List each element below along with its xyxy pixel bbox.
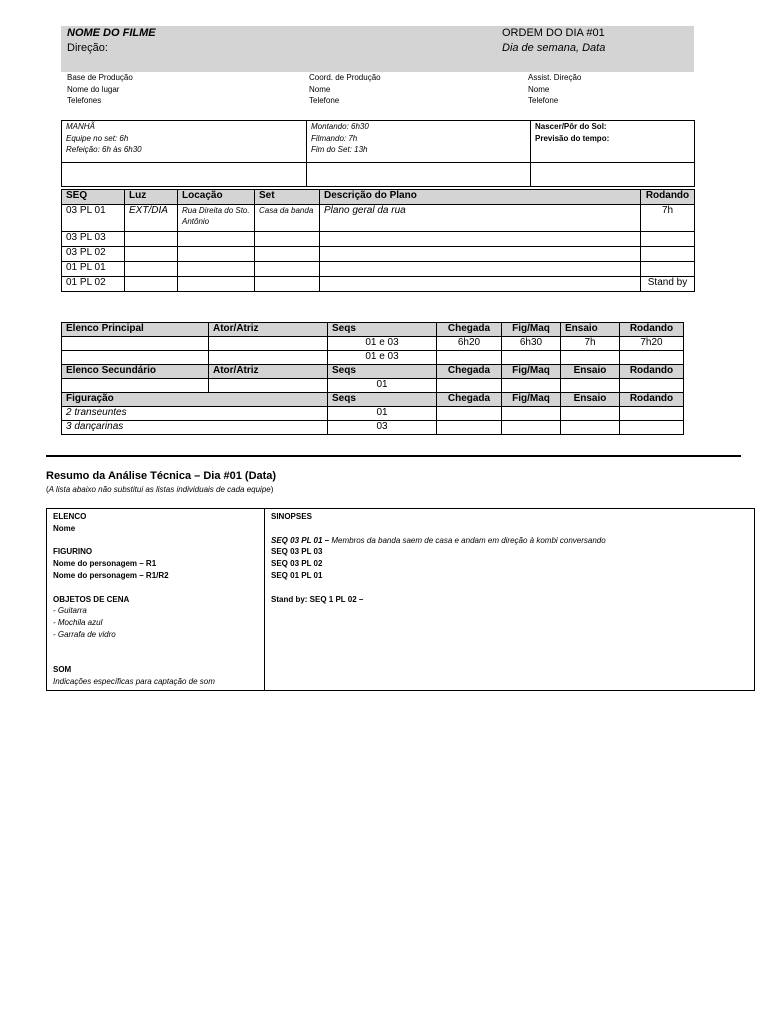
schedule-info-table xyxy=(61,120,695,187)
scenes-table xyxy=(61,189,695,292)
standby-line: Stand by: SEQ 1 PL 02 – xyxy=(271,594,364,604)
table-row: 01 xyxy=(62,379,684,393)
table-row: 01 e 03 6h20 6h30 7h 7h20 xyxy=(62,337,684,351)
analysis-right-cell: SINOPSES SEQ 03 PL 01 – Membros da banda saem de casa e andam em direção à kombi conversando SEQ 03 PL 03 SEQ 03 PL 02 SEQ 01 PL 01 Stand by: SEQ 1 PL 02 – xyxy=(265,509,755,691)
section-divider xyxy=(46,455,741,457)
morning-cell: MANHÃ Equipe no set: 6h Refeição: 6h às 6h30 xyxy=(62,121,307,163)
table-row: 2 transeuntes 01 xyxy=(62,407,684,421)
direction-label: Direção: xyxy=(67,42,108,54)
cast-table xyxy=(61,322,684,435)
analysis-left-cell: ELENCO Nome FIGURINO Nome do personagem – R1 Nome do personagem – R1/R2 OBJETOS DE CENA - Guitarra - Mochila azul - Garrafa de vidro SOM Indicações específicas para captação de som xyxy=(47,509,265,691)
elenco-title: ELENCO xyxy=(53,512,87,521)
objetos-title: OBJETOS DE CENA xyxy=(53,594,130,604)
table-row: 03 PL 03 xyxy=(62,232,695,247)
film-name: NOME DO FILME xyxy=(67,27,156,39)
contact-assistant-director: Assist. Direção Nome Telefone xyxy=(528,73,582,105)
contact-production-coord: Coord. de Produção Nome Telefone xyxy=(309,73,381,105)
analysis-table xyxy=(46,508,755,691)
analysis-note: (A lista abaixo não substitui as listas individuais de cada equipe) xyxy=(46,485,274,494)
sun-weather-cell: Nascer/Pôr do Sol: Previsão do tempo: xyxy=(531,121,695,163)
table-row: 03 PL 02 xyxy=(62,247,695,262)
table-row: 01 PL 02 Stand by xyxy=(62,277,695,292)
extras-header-row: Figuração Seqs Chegada Fig/Maq Ensaio Rodando xyxy=(62,393,684,407)
table-row: 03 PL 01 EXT/DIA Rua Direita do Sto. Antônio Casa da banda Plano geral da rua 7h xyxy=(62,205,695,232)
sinopses-title: SINOPSES xyxy=(271,512,312,521)
times-cell: Montando: 6h30 Filmando: 7h Fim do Set: 13h xyxy=(307,121,531,163)
table-row: 01 e 03 xyxy=(62,351,684,365)
analysis-title: Resumo da Análise Técnica – Dia #01 (Data) xyxy=(46,470,277,482)
header-band xyxy=(61,26,694,72)
table-row: 3 dançarinas 03 xyxy=(62,421,684,435)
figurino-title: FIGURINO xyxy=(53,547,93,557)
som-title: SOM xyxy=(53,665,72,675)
scenes-header-row: SEQ Luz Locação Set Descrição do Plano Rodando xyxy=(62,190,695,205)
main-cast-header-row: Elenco Principal Ator/Atriz Seqs Chegada Fig/Maq Ensaio Rodando xyxy=(62,323,684,337)
order-title: ORDEM DO DIA #01 xyxy=(502,27,605,39)
table-row: 01 PL 01 xyxy=(62,262,695,277)
secondary-cast-header-row: Elenco Secundário Ator/Atriz Seqs Chegada Fig/Maq Ensaio Rodando xyxy=(62,365,684,379)
date-label: Dia de semana, Data xyxy=(502,42,606,54)
contact-production-base: Base de Produção Nome do lugar Telefones xyxy=(67,73,133,105)
